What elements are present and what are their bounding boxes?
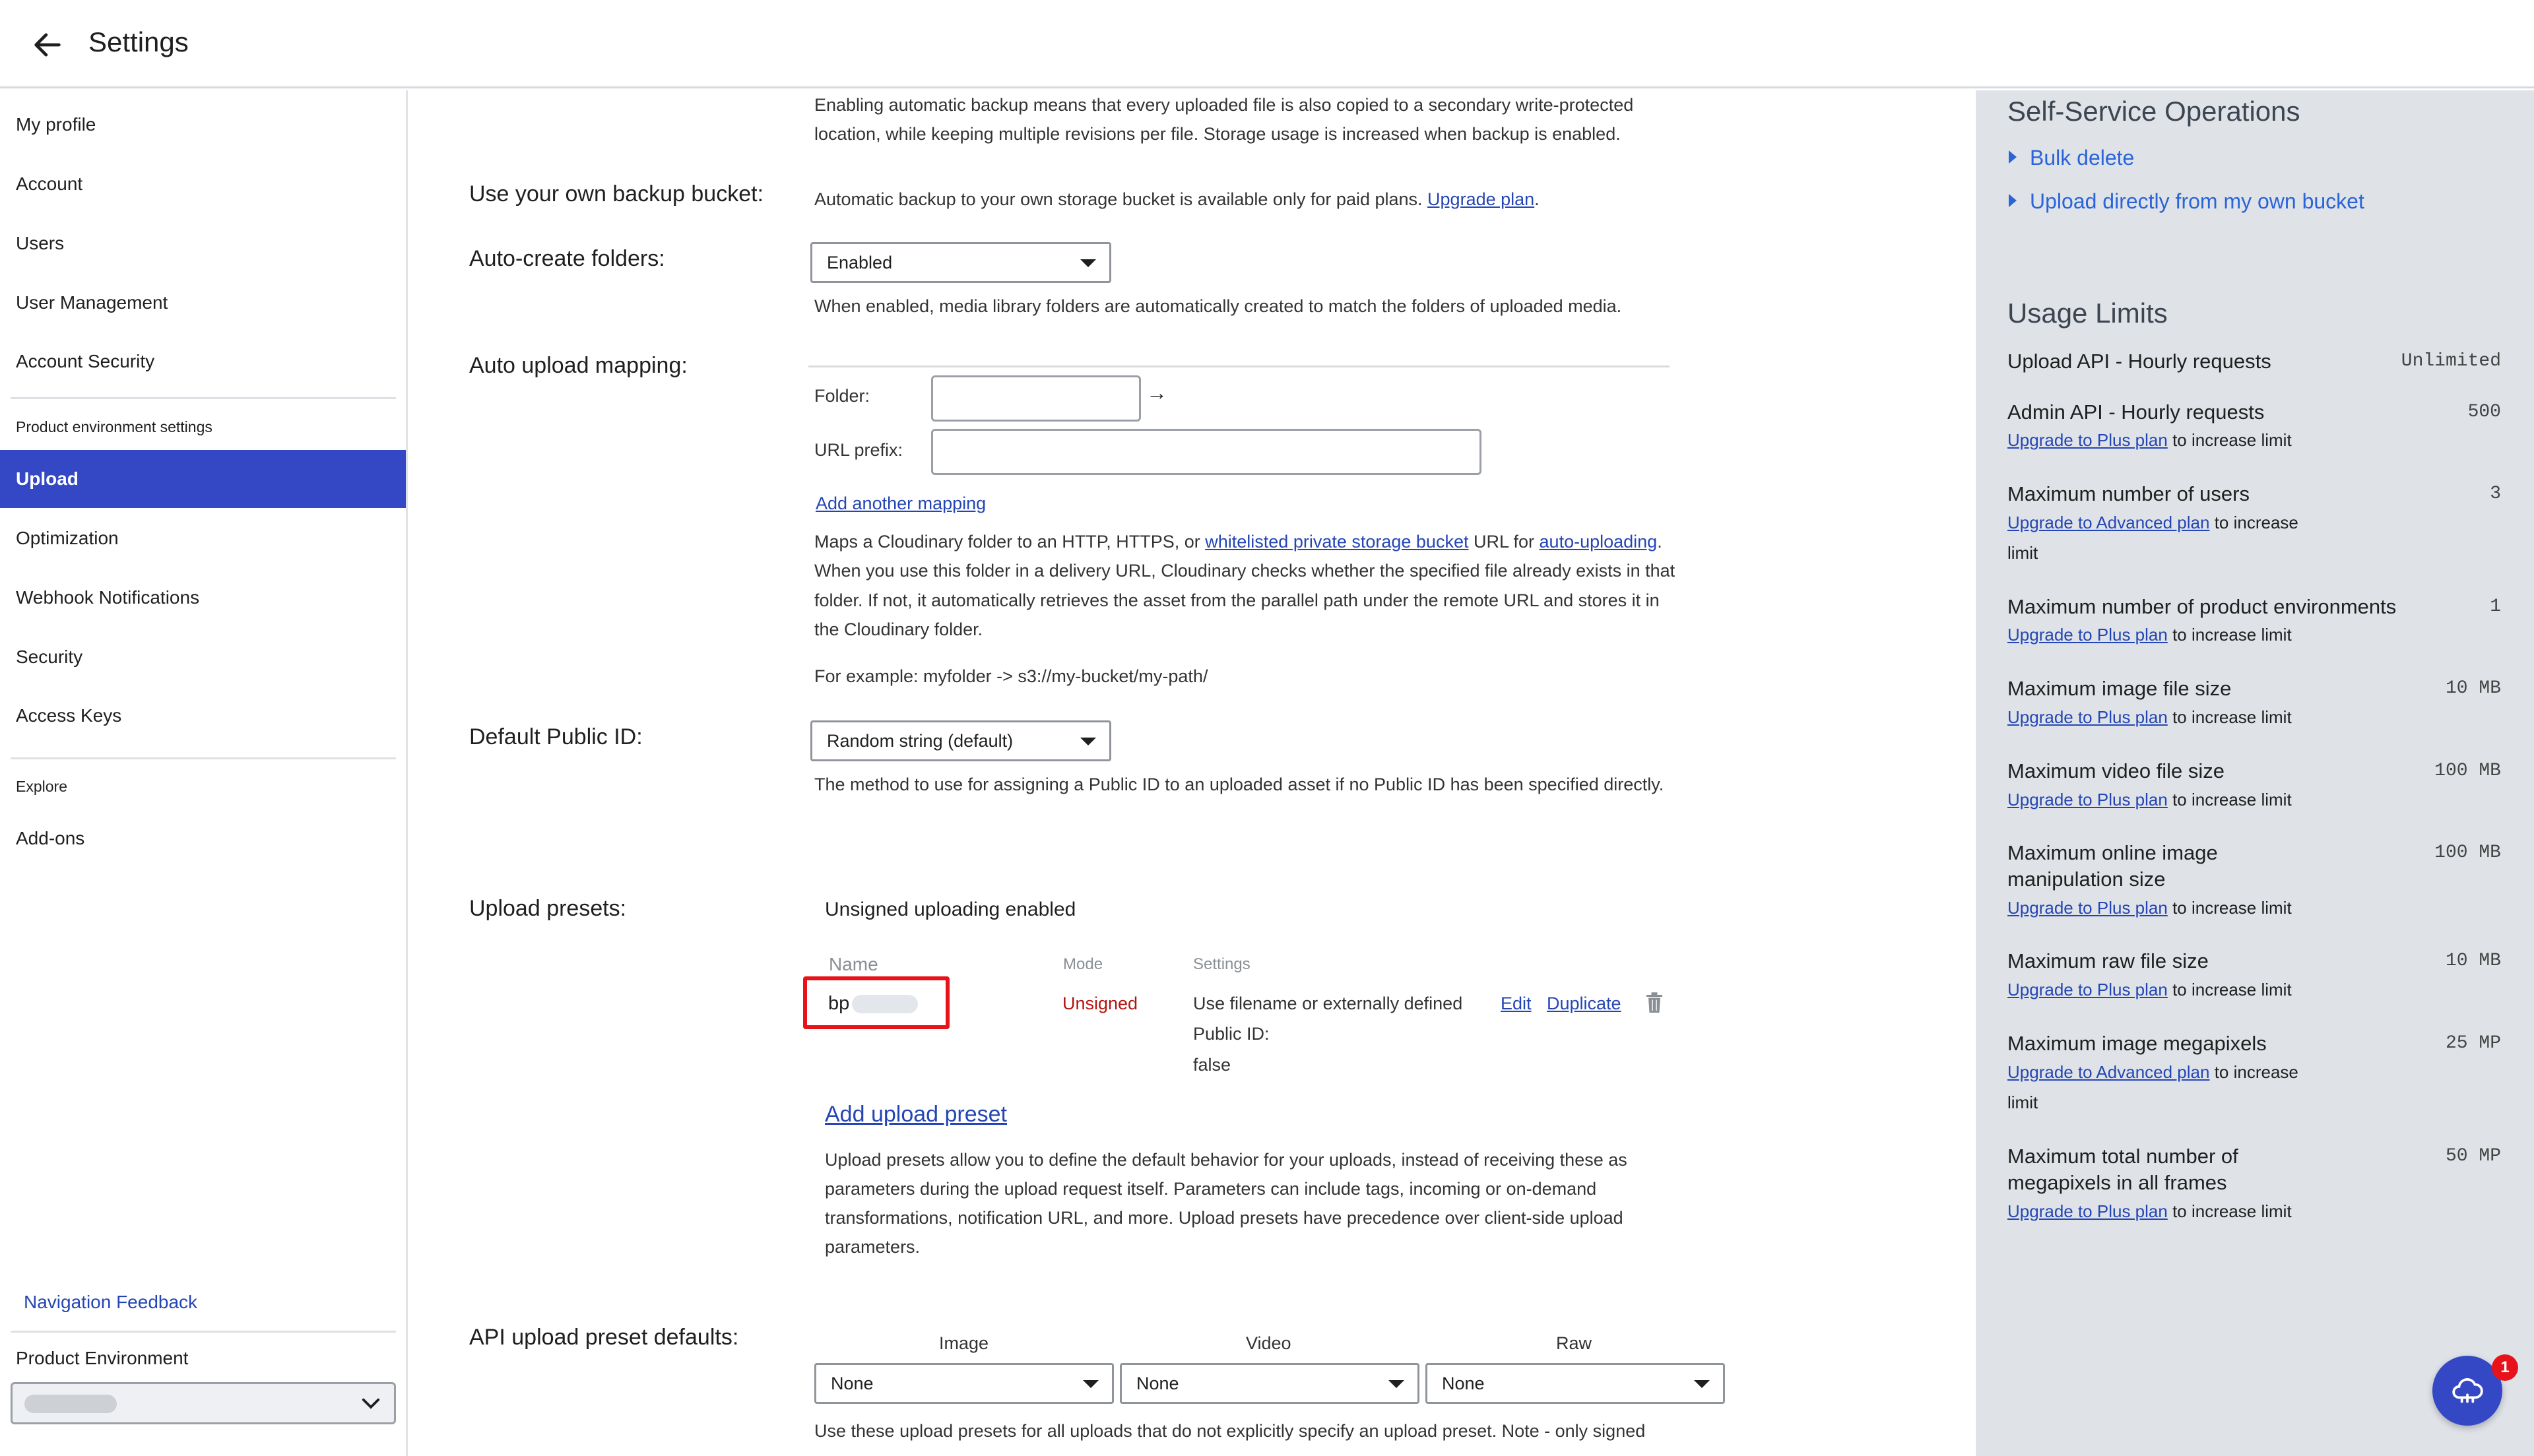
- mapping-help-line4: the Cloudinary folder.: [814, 619, 983, 639]
- limit-upgrade-suffix: to increase limit: [2172, 1201, 2292, 1221]
- mapping-help-line1: [814, 527, 1662, 556]
- sidebar-item-account[interactable]: Account: [16, 174, 83, 194]
- auto-create-folders-value: Enabled: [827, 253, 893, 272]
- mapping-help-period: .: [1657, 532, 1662, 552]
- folder-field-label: Folder:: [814, 386, 870, 406]
- own-bucket-help-text: Automatic backup to your own storage bucket is available only for paid plans.: [814, 189, 1423, 209]
- auto-upload-mapping-label: Auto upload mapping:: [469, 353, 688, 378]
- limit-upgrade-link[interactable]: Upgrade to Plus plan: [2007, 1201, 2168, 1221]
- unsigned-uploading-status: Unsigned uploading enabled: [825, 899, 1076, 920]
- preset-duplicate-link[interactable]: Duplicate: [1547, 994, 1621, 1013]
- limit-upgrade-line: [2007, 425, 2351, 455]
- limit-title: Maximum video file size: [2007, 759, 2225, 782]
- limit-upgrade-suffix-2: limit: [2007, 543, 2038, 563]
- own-bucket-label: Use your own backup bucket:: [469, 181, 764, 206]
- api-video-preset-select[interactable]: [1120, 1363, 1419, 1404]
- notification-badge: 1: [2492, 1354, 2518, 1381]
- limit-upgrade-suffix: to increase limit: [2172, 980, 2292, 999]
- limit-upgrade-line: [2007, 974, 2351, 1005]
- auto-uploading-link[interactable]: auto-uploading: [1539, 532, 1658, 552]
- caret-down-icon: [1388, 1380, 1404, 1388]
- preset-edit-link[interactable]: Edit: [1501, 994, 1532, 1013]
- preset-name-text: bp: [828, 993, 850, 1014]
- auto-create-folders-help: When enabled, media library folders are automatically created to match the folders of uploaded media.: [814, 296, 1622, 316]
- api-col-raw-head: Raw: [1556, 1333, 1592, 1353]
- preset-mode: Unsigned: [1062, 994, 1138, 1013]
- limit-upgrade-line: [2007, 1196, 2351, 1226]
- cloud-chat-icon: [2451, 1376, 2484, 1406]
- limit-title: Admin API - Hourly requests: [2007, 400, 2265, 424]
- preset-settings-line2: Public ID:: [1193, 1024, 1270, 1044]
- limit-upgrade-link[interactable]: Upgrade to Advanced plan: [2007, 513, 2210, 532]
- api-raw-preset-select[interactable]: [1425, 1363, 1725, 1404]
- mapping-arrow-icon: →: [1146, 381, 1167, 404]
- limit-value: 100 MB: [2434, 842, 2501, 863]
- presets-col-mode: Mode: [1063, 955, 1103, 973]
- section-divider: [808, 365, 1670, 367]
- api-raw-preset-value: None: [1442, 1374, 1485, 1393]
- limit-value: 10 MB: [2445, 951, 2501, 971]
- auto-create-folders-label: Auto-create folders:: [469, 246, 665, 271]
- caret-down-icon: [1694, 1380, 1710, 1388]
- api-defaults-help: Use these upload presets for all uploads that do not explicitly specify an upload preset. Note - only signed: [814, 1421, 1646, 1441]
- caret-down-icon: [1083, 1380, 1099, 1388]
- limit-upgrade-suffix: to increase limit: [2172, 707, 2292, 727]
- preset-settings-line1: Use filename or externally defined: [1193, 994, 1463, 1013]
- limit-value: Unlimited: [2401, 351, 2501, 371]
- mapping-help-line2: When you use this folder in a delivery URL, Cloudinary checks whether the specified file already exists in that: [814, 561, 1675, 581]
- limit-title: Maximum number of users: [2007, 482, 2250, 505]
- limit-upgrade-link[interactable]: Upgrade to Plus plan: [2007, 790, 2168, 809]
- limit-upgrade-line: [2007, 619, 2351, 650]
- right-panel: [1976, 90, 2534, 1456]
- sidebar-item-add-ons[interactable]: Add-ons: [16, 828, 85, 848]
- folder-input[interactable]: [931, 375, 1141, 422]
- limit-upgrade-suffix: to increase limit: [2172, 790, 2292, 809]
- back-arrow-icon[interactable]: [30, 28, 65, 62]
- caret-down-icon: [1080, 259, 1096, 267]
- mapping-help-line3: folder. If not, it automatically retrieves the asset from the parallel path under the remote URL and stores it in: [814, 590, 1660, 610]
- product-environment-label: Product Environment: [16, 1348, 189, 1368]
- limit-upgrade-link[interactable]: Upgrade to Advanced plan: [2007, 1062, 2210, 1082]
- default-public-id-label: Default Public ID:: [469, 724, 643, 749]
- presets-help-line2: parameters during the upload request itself. Parameters can include tags, incoming or on-demand: [825, 1179, 1597, 1199]
- sidebar-divider: [11, 1331, 396, 1333]
- limit-upgrade-line: [2007, 702, 2351, 732]
- sidebar-section-product: Product environment settings: [16, 418, 212, 435]
- add-another-mapping-link[interactable]: Add another mapping: [816, 493, 987, 513]
- upgrade-plan-link[interactable]: Upgrade plan: [1427, 189, 1535, 209]
- presets-help-line1: Upload presets allow you to define the default behavior for your uploads, instead of receiving these as: [825, 1150, 1627, 1170]
- backup-help-line1: Enabling automatic backup means that every uploaded file is also copied to a secondary write-protected: [814, 95, 1634, 115]
- sidebar-item-user-management[interactable]: User Management: [16, 292, 168, 313]
- limit-upgrade-link[interactable]: Upgrade to Plus plan: [2007, 430, 2168, 450]
- limit-upgrade-suffix: to increase limit: [2172, 625, 2292, 645]
- limit-value: 3: [2490, 484, 2501, 504]
- presets-col-name: Name: [829, 954, 878, 974]
- api-col-video-head: Video: [1246, 1333, 1291, 1353]
- limit-title: Maximum total number of megapixels in all frames: [2007, 1145, 2238, 1194]
- presets-help-line3: transformations, notification URL, and more. Upload presets have precedence over client-side upload: [825, 1208, 1623, 1228]
- limit-upgrade-link[interactable]: Upgrade to Plus plan: [2007, 898, 2168, 918]
- add-upload-preset-link[interactable]: Add upload preset: [825, 1102, 1007, 1127]
- caret-right-icon: [2009, 194, 2017, 207]
- chevron-down-icon: [361, 1396, 381, 1412]
- sidebar-item-webhook-notifications[interactable]: Webhook Notifications: [16, 587, 200, 608]
- navigation-feedback-link[interactable]: Navigation Feedback: [24, 1292, 198, 1312]
- caret-right-icon: [2009, 150, 2017, 164]
- blurred-environment-name: [24, 1395, 117, 1413]
- api-video-preset-value: None: [1136, 1374, 1179, 1393]
- limit-value: 100 MB: [2434, 761, 2501, 781]
- bulk-delete-link[interactable]: [2009, 146, 2134, 170]
- default-public-id-select[interactable]: [810, 720, 1111, 761]
- sidebar-section-explore: Explore: [16, 778, 67, 795]
- limit-title: Maximum image megapixels: [2007, 1032, 2267, 1055]
- usage-limits-title: Usage Limits: [2007, 298, 2168, 329]
- limit-upgrade-link[interactable]: Upgrade to Plus plan: [2007, 980, 2168, 999]
- default-public-id-value: Random string (default): [827, 731, 1014, 751]
- mapping-example: For example: myfolder -> s3://my-bucket/my-path/: [814, 666, 1208, 686]
- sidebar-divider: [11, 757, 396, 759]
- preset-settings-line3: false: [1193, 1055, 1231, 1075]
- api-preset-defaults-label: API upload preset defaults:: [469, 1325, 739, 1350]
- sidebar-item-security[interactable]: Security: [16, 647, 83, 667]
- header-bar: [0, 0, 2534, 88]
- page-title: Settings: [88, 26, 189, 57]
- limit-upgrade-line: [2007, 784, 2351, 815]
- limit-upgrade-link[interactable]: Upgrade to Plus plan: [2007, 625, 2168, 645]
- default-public-id-help: The method to use for assigning a Public ID to an uploaded asset if no Public ID has been specified directly.: [814, 775, 1664, 794]
- mapping-help-text-a: Maps a Cloudinary folder to an HTTP, HTTPS, or: [814, 532, 1200, 552]
- limit-value: 25 MP: [2445, 1033, 2501, 1054]
- own-bucket-help: Automatic backup to your own storage bucket is available only for paid plans. Upgrade plan.: [814, 189, 1540, 209]
- bulk-delete-label: Bulk delete: [2030, 146, 2135, 170]
- limit-value: 500: [2467, 402, 2501, 422]
- limit-upgrade-suffix: to increase: [2214, 1062, 2298, 1082]
- limit-upgrade-suffix: to increase limit: [2172, 898, 2292, 918]
- backup-help-line2: location, while keeping multiple revisions per file. Storage usage is increased when backup is enabled.: [814, 124, 1621, 144]
- sidebar-item-access-keys[interactable]: Access Keys: [16, 705, 122, 726]
- url-prefix-input[interactable]: [931, 429, 1481, 475]
- trash-icon[interactable]: [1644, 992, 1664, 1014]
- limit-upgrade-line: [2007, 1057, 2351, 1118]
- limit-value: 10 MB: [2445, 678, 2501, 699]
- caret-down-icon: [1080, 738, 1096, 745]
- limit-upgrade-suffix: to increase: [2214, 513, 2298, 532]
- url-prefix-label: URL prefix:: [814, 440, 903, 460]
- sidebar: [0, 90, 408, 1456]
- preset-highlight-box: [803, 976, 950, 1029]
- presets-help-line4: parameters.: [825, 1237, 921, 1257]
- mapping-help-text-b: URL for: [1473, 532, 1535, 552]
- limit-title: Maximum raw file size: [2007, 949, 2209, 972]
- sidebar-item-my-profile[interactable]: My profile: [16, 114, 96, 135]
- upload-own-bucket-link[interactable]: [2009, 189, 2364, 214]
- self-service-title: Self-Service Operations: [2007, 96, 2300, 127]
- limit-upgrade-line: [2007, 893, 2351, 923]
- upload-own-bucket-label: Upload directly from my own bucket: [2030, 189, 2364, 213]
- presets-col-settings: Settings: [1193, 955, 1251, 973]
- auto-create-folders-select[interactable]: [810, 242, 1111, 283]
- sidebar-item-account-security[interactable]: Account Security: [16, 351, 155, 371]
- limit-upgrade-link[interactable]: Upgrade to Plus plan: [2007, 707, 2168, 727]
- api-image-preset-value: None: [831, 1374, 874, 1393]
- main-content: [410, 90, 1974, 1456]
- limit-value: 50 MP: [2445, 1146, 2501, 1166]
- limit-title: Maximum online image manipulation size: [2007, 841, 2218, 891]
- api-image-preset-select[interactable]: [814, 1363, 1114, 1404]
- limit-upgrade-suffix-2: limit: [2007, 1092, 2038, 1112]
- upload-presets-label: Upload presets:: [469, 896, 627, 921]
- sidebar-divider: [11, 397, 396, 399]
- api-col-image-head: Image: [939, 1333, 989, 1353]
- limit-title: Upload API - Hourly requests: [2007, 350, 2271, 373]
- product-environment-select[interactable]: [11, 1382, 396, 1424]
- limit-title: Maximum number of product environments: [2007, 595, 2397, 618]
- limit-title: Maximum image file size: [2007, 677, 2232, 700]
- limit-upgrade-suffix: to increase limit: [2172, 430, 2292, 450]
- sidebar-item-upload[interactable]: Upload: [0, 450, 406, 508]
- sidebar-item-users[interactable]: Users: [16, 233, 65, 253]
- whitelisted-storage-link[interactable]: whitelisted private storage bucket: [1205, 532, 1469, 552]
- sidebar-item-optimization[interactable]: Optimization: [16, 528, 119, 548]
- limit-value: 1: [2490, 596, 2501, 617]
- limit-upgrade-line: [2007, 507, 2351, 568]
